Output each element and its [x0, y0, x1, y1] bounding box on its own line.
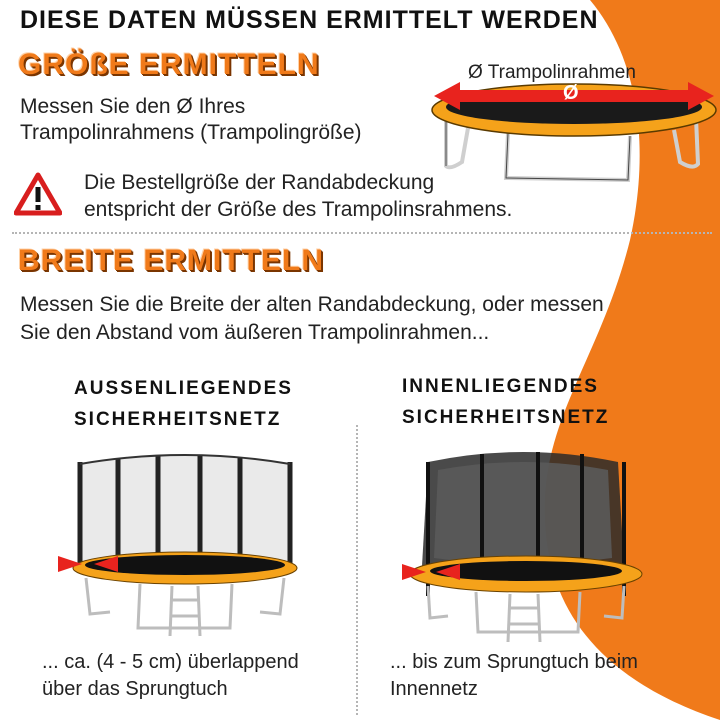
outer-net-heading-line2: SICHERHEITSNETZ: [74, 409, 282, 430]
inner-net-heading-line1: INNENLIEGENDES: [402, 376, 599, 397]
size-instruction-line1: Messen Sie den Ø Ihres: [20, 95, 246, 118]
inner-net-heading-line2: SICHERHEITSNETZ: [402, 407, 610, 428]
outer-net-caption-line2: über das Sprungtuch: [42, 678, 228, 700]
column-divider: [356, 425, 358, 715]
page-title: DIESE DATEN MÜSSEN ERMITTELT WERDEN: [20, 6, 599, 34]
width-instruction-line1: Messen Sie die Breite der alten Randabdeckung, oder messen: [20, 293, 604, 316]
warning-triangle-icon: [14, 172, 62, 216]
warning-line2: entspricht der Größe des Trampolinsrahmens.: [84, 198, 513, 221]
size-instruction-line2: Trampolinrahmens (Trampolingröße): [20, 121, 362, 144]
inner-net-caption-line1: ... bis zum Sprungtuch beim: [390, 651, 638, 673]
width-instruction-line2: Sie den Abstand vom äußeren Trampolinrahmen...: [20, 321, 490, 344]
inner-net-caption-line2: Innennetz: [390, 678, 478, 700]
outer-net-trampoline-illustration: [40, 452, 310, 642]
warning-line1: Die Bestellgröße der Randabdeckung: [84, 171, 435, 194]
inner-net-trampoline-illustration: [398, 446, 648, 646]
diameter-symbol: Ø: [563, 82, 579, 104]
width-section-title: BREITE ERMITTELN: [18, 244, 324, 277]
outer-net-caption-line1: ... ca. (4 - 5 cm) überlappend: [42, 651, 299, 673]
outer-net-heading-line1: AUSSENLIEGENDES: [74, 378, 293, 399]
frame-diameter-label: Ø Trampolinrahmen: [468, 62, 636, 83]
size-section-title: GRÖßE ERMITTELN: [18, 48, 320, 81]
section-divider: [12, 232, 712, 234]
